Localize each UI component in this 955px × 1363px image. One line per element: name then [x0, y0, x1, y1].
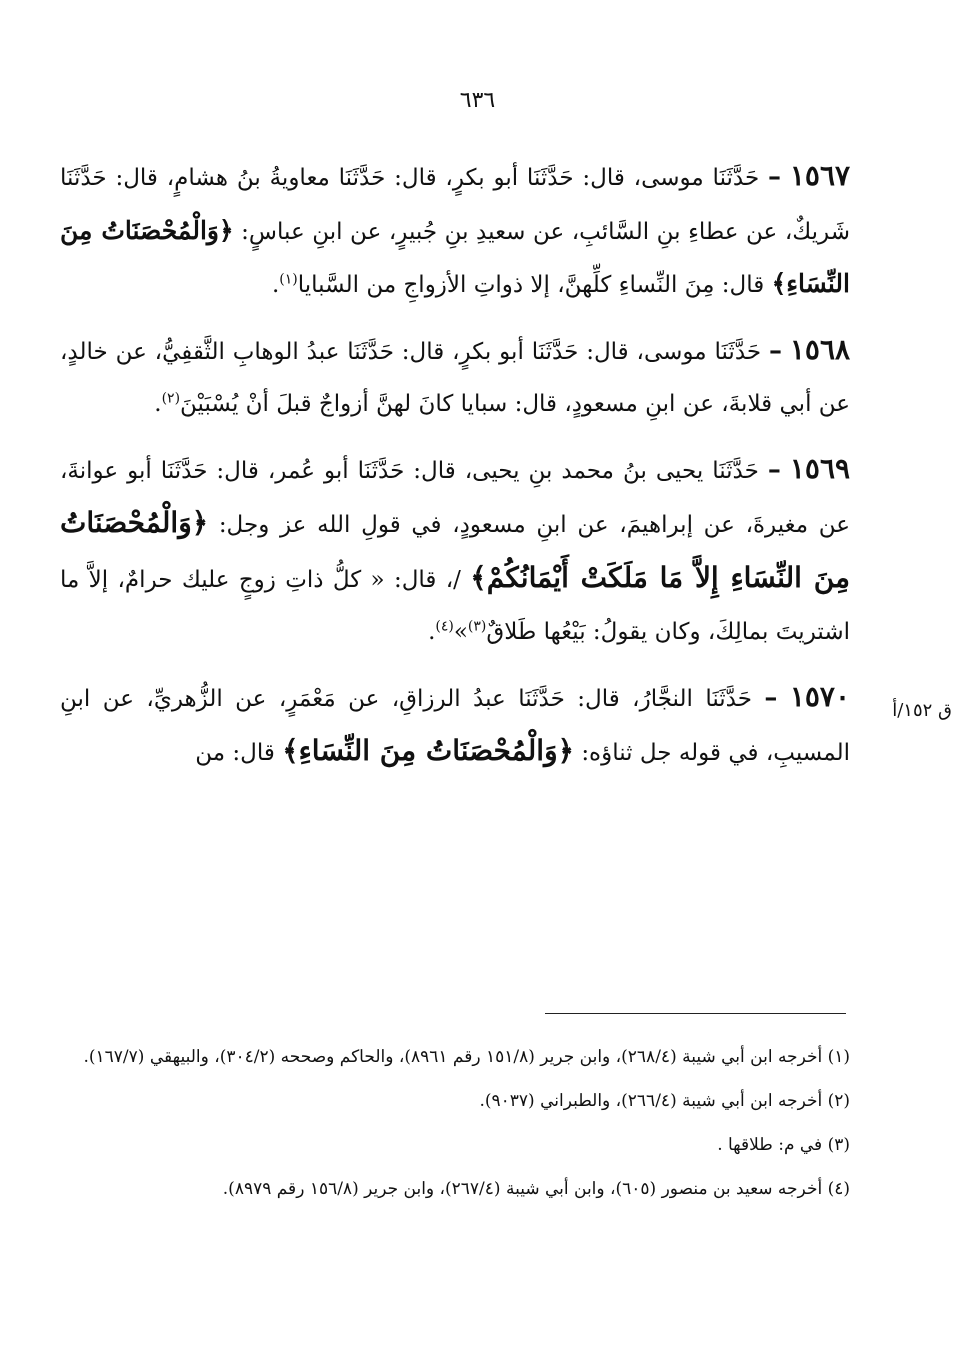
quran-verse: ﴿وَالْمُحْصَنَاتُ مِنَ النِّسَاءِ﴾ — [282, 734, 574, 767]
footnote-reference: (٣) — [467, 618, 487, 635]
hadith-text: حَدَّثَنَا موسى، قال: حَدَّثَنَا أبو بكرٍ، قال: حَدَّثَنَا عبدُ الوهابِ الثَّقفِيُّ، عن خالدٍ، عن أبي قلابةَ، عن ابنِ مسعودٍ، قال: سبايا كانَ لهنَّ أزواجٌ قبلَ أنْ يُسْبَيْنَ — [60, 338, 850, 417]
hadith-text: قال: من — [195, 740, 275, 766]
footnotes — [60, 1040, 850, 1216]
footnote-4: (٤) أخرجه سعيد بن منصور (٦٠٥)، وابن أبي شيبة (٢٦٧/٤)، وابن جرير (١٥٦/٨ رقم ٨٩٧٩). — [222, 1179, 850, 1199]
footnote-reference: (١) — [279, 271, 298, 288]
hadith-ending: . — [428, 619, 436, 645]
manuscript-margin-note: ق ١٥٢/أ — [892, 700, 952, 721]
footnote-divider — [545, 1013, 846, 1014]
footnote-2: (٢) أخرجه ابن أبي شيبة (٢٦٦/٤)، والطبراني (٩٠٣٧). — [479, 1091, 850, 1111]
quran-verse: ﴿وَالْمُحْصَنَاتُ مِنَ النِّسَاءِ﴾ — [60, 215, 850, 298]
hadith-dash: – — [767, 454, 781, 485]
hadith-1568 — [60, 324, 850, 431]
page-number: ٦٣٦ — [459, 88, 496, 113]
hadith-number: ١٥٦٧ — [789, 159, 851, 192]
closing-quote: » — [453, 619, 468, 645]
hadith-text: حَدَّثَنَا النجَّارُ، قال: حَدَّثَنَا عبدُ الرزاقِ، عن مَعْمَرٍ، عن الزُّهريِّ، عن ابنِ المسيبِ، في قوله جل ثناؤه: — [60, 685, 850, 766]
hadith-ending: . — [271, 272, 280, 298]
quran-verse: ﴿وَالْمُحْصَنَاتُ مِنَ النِّسَاءِ إِلاَّ مَا مَلَكَتْ أَيْمَانُكُمْ﴾ — [60, 506, 850, 594]
hadith-text: قال: مِنَ النِّساءِ كلِّهنَّ، إلا ذواتِ الأزواجِ من السَّبايا — [297, 272, 765, 298]
hadith-1570 — [60, 671, 850, 780]
footnote-reference: (٤) — [435, 618, 454, 635]
hadith-1569 — [60, 443, 850, 659]
hadith-dash: – — [768, 335, 782, 366]
hadith-dash: – — [768, 162, 782, 192]
footnote-1: (١) أخرجه ابن أبي شيبة (٢٦٨/٤)، وابن جرير (١٥١/٨ رقم ٨٩٦١)، والحاكم وصححه (٣٠٤/٢)، والبيهقي (١٦٧/٧). — [83, 1047, 850, 1067]
footnote-3: (٣) في م: طلاقها . — [717, 1135, 850, 1155]
main-text — [60, 150, 850, 792]
hadith-text: /، قال: « كلُّ ذاتِ زوجٍ عليك حرامٌ، إلاَّ ما اشتريتَ بمالِكَ، وكان يقولُ: بَيْعُها طَلاقٌ — [60, 566, 850, 645]
hadith-number: ١٥٧٠ — [789, 679, 850, 713]
hadith-ending: . — [154, 391, 162, 417]
hadith-text: حَدَّثَنَا يحيى بنُ محمد بنِ يحيى، قال: حَدَّثَنَا أبو عُمر، قال: حَدَّثَنَا أبو عوانةَ، عن مغيرةَ، عن إبراهيمَ، عن ابنِ مسعودٍ، في قولِ الله عز وجل: — [60, 457, 851, 538]
hadith-number: ١٥٦٨ — [789, 332, 851, 366]
footnote-reference: (٢) — [161, 390, 181, 407]
hadith-text: حَدَّثَنَا موسى، قال: حَدَّثَنَا أبو بكرٍ، قال: حَدَّثَنَا معاويةُ بنُ هشامٍ، قال: حَدَّثَنَا شَريكٌ، عن عطاءِ بنِ السَّائبِ، عن سعيدِ بنِ جُبيرٍ، عن ابنِ عباسٍ: — [60, 165, 850, 245]
hadith-dash: – — [764, 682, 778, 713]
hadith-1567 — [60, 150, 850, 312]
hadith-number: ١٥٦٩ — [789, 451, 851, 485]
